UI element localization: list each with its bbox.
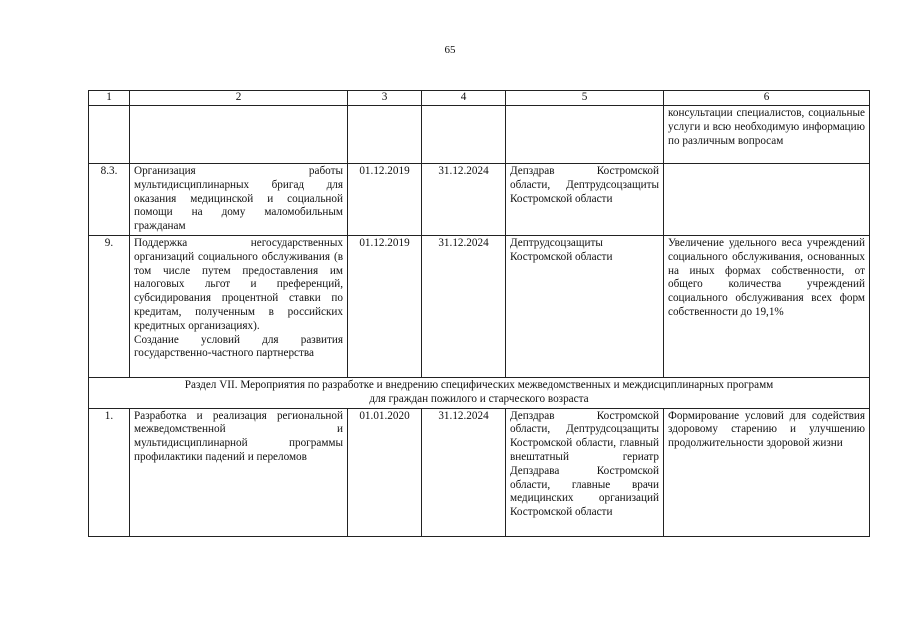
cell-end-date: 31.12.2024 <box>422 408 506 536</box>
header-col-6: 6 <box>664 91 870 106</box>
cell-result <box>664 164 870 236</box>
cell-empty <box>348 106 422 164</box>
cell-number: 1. <box>89 408 130 536</box>
table-header-row <box>89 91 870 106</box>
header-col-5: 5 <box>506 91 664 106</box>
header-col-2: 2 <box>130 91 348 106</box>
header-col-1: 1 <box>89 91 130 106</box>
cell-start-date: 01.12.2019 <box>348 164 422 236</box>
cell-executor: Дептрудсоцзащиты Костромской области <box>506 236 664 378</box>
table-row-9 <box>89 236 870 378</box>
page-number: 65 <box>444 44 456 56</box>
cell-activity: Разработка и реализация региональной межведомственной и мультидисциплинарной программы профилактики падений и переломов <box>130 408 348 536</box>
cell-executor: Депздрав Костромской области, Дептрудсоцзащиты Костромской области <box>506 164 664 236</box>
header-col-4: 4 <box>422 91 506 106</box>
cell-end-date: 31.12.2024 <box>422 236 506 378</box>
cell-empty <box>506 106 664 164</box>
activity-paragraph-2: Создание условий для развития государственно-частного партнерства <box>134 333 343 360</box>
cell-activity: Организация работы мультидисциплинарных бригад для оказания медицинской и социальной помощи на дому маломобильным гражданам <box>130 164 348 236</box>
cell-executor: Депздрав Костромской области, Дептрудсоцзащиты Костромской области, главный внештатный гериатр Депздрава Костромской области, главные врачи медицинских организаций Костромской области <box>506 408 664 536</box>
cell-activity <box>130 236 348 378</box>
activity-paragraph-1: Поддержка негосударственных организаций социального обслуживания (в том числе путем предоставления им налоговых льгот и преференций, субсидирования процентной ставки по кредитам, полученным в российских кредитных организациях). <box>134 237 343 332</box>
cell-result: Увеличение удельного веса учреждений социального обслуживания, основанных на иных формах собственности, от общего количества учреждений социального обслуживания всех форм собственности до 19,1% <box>664 236 870 378</box>
header-col-3: 3 <box>348 91 422 106</box>
section-title <box>89 378 870 409</box>
cell-empty <box>130 106 348 164</box>
cell-empty <box>422 106 506 164</box>
section-header-row <box>89 378 870 409</box>
cell-end-date: 31.12.2024 <box>422 164 506 236</box>
cell-start-date: 01.01.2020 <box>348 408 422 536</box>
cell-empty <box>89 106 130 164</box>
table-row-section-1 <box>89 408 870 536</box>
section-title-line-2: для граждан пожилого и старческого возраста <box>369 392 589 405</box>
cell-result-continuation: консультации специалистов, социальные услуги и всю необходимую информацию по различным вопросам <box>664 106 870 164</box>
table-row-continuation <box>89 106 870 164</box>
cell-number: 8.3. <box>89 164 130 236</box>
cell-result: Формирование условий для содействия здоровому старению и улучшению продолжительности здоровой жизни <box>664 408 870 536</box>
section-title-line-1: Раздел VII. Мероприятия по разработке и внедрению специфических межведомственных и междисциплинарных программ <box>184 379 774 391</box>
table-row-8-3 <box>89 164 870 236</box>
activities-table <box>88 90 870 537</box>
cell-start-date: 01.12.2019 <box>348 236 422 378</box>
cell-number: 9. <box>89 236 130 378</box>
